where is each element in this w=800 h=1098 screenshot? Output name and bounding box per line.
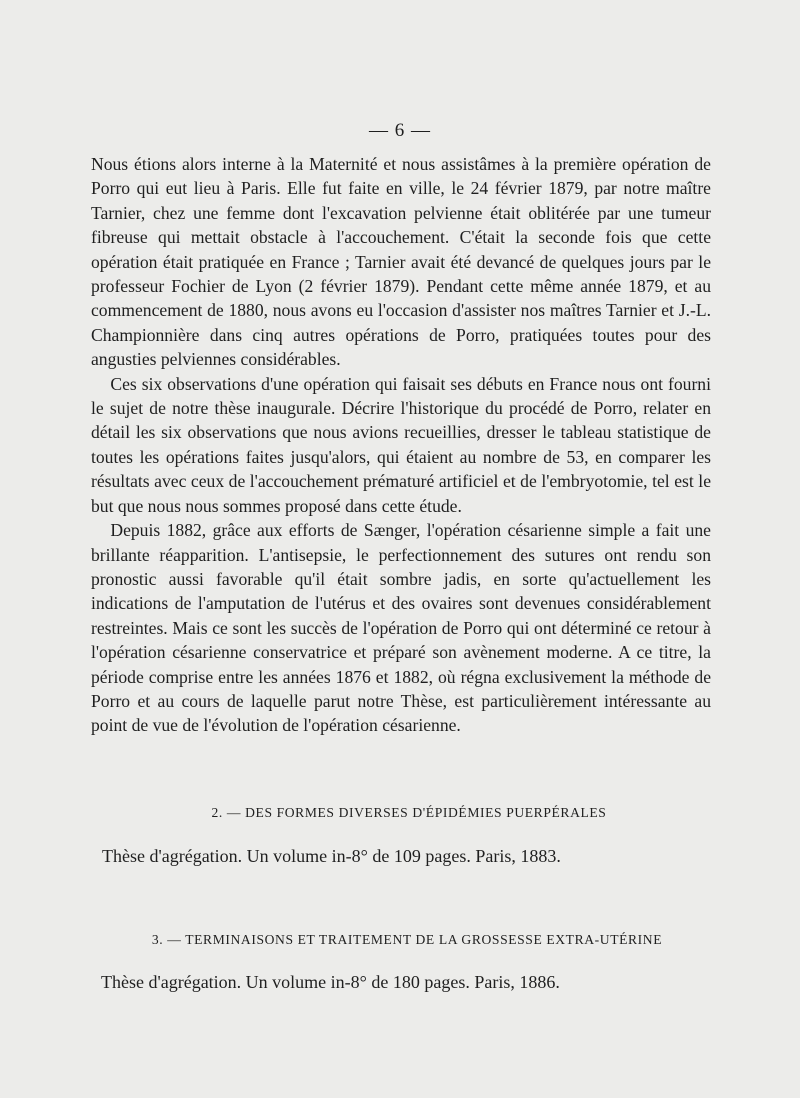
paragraph: Ces six observations d'une opération qui faisait ses débuts en France nous ont fourni le sujet de notre thèse inaugurale. Décrire l'historique du procédé de Porro, relater en détail les six observations que nous avions recueillies, dresser le tableau statistique de toutes les opérations faites jusqu'alors, qui étaient au nombre de 53, en comparer les résultats avec ceux de l'accouchement prématuré artificiel et de l'embryotomie, tel est le but que nous nous sommes proposé dans cette étude. [91,373,711,516]
section-heading: 2. — DES FORMES DIVERSES D'ÉPIDÉMIES PUERPÉRALES [211,805,607,820]
page-number: — 6 — [369,120,431,141]
paragraph: Nous étions alors interne à la Maternité et nous assistâmes à la première opération de Porro qui eut lieu à Paris. Elle fut faite en ville, le 24 février 1879, par notre maître Tarnier, chez une femme dont l'excavation pelvienne était oblitérée par une tumeur fibreuse qui mettait obstacle à l'accouchement. C'était la seconde fois que cette opération était pratiquée en France ; Tarnier avait été devancé de quelques jours par le professeur Fochier de Lyon (2 février 1879). Pendant cette même année 1879, et au commencement de 1880, nous avons eu l'occasion d'assister nos maîtres Tarnier et J.-L. Championnière dans cinq autres opérations de Porro, pratiquées toutes pour des angusties pelviennes considérables. [91,154,711,370]
paragraph: Depuis 1882, grâce aux efforts de Sænger, l'opération césarienne simple a fait une brillante réapparition. L'antisepsie, le perfectionnement des sutures ont rendu son pronostic aussi favorable qu'il était sombre jadis, en sorte qu'actuellement les indications de l'amputation de l'utérus et des ovaires sont devenues considérablement restreintes. Mais ce sont les succès de l'opération de Porro qui ont déterminé ce retour à l'opération césarienne conservatrice et préparé son avènement moderne. A ce titre, la période comprise entre les années 1876 et 1882, où régna exclusivement la méthode de Porro et au cours de laquelle parut notre Thèse, est particulièrement intéressante au point de vue de l'évolution de l'opération césarienne. [91,520,711,736]
section-detail: Thèse d'agrégation. Un volume in-8° de 109 pages. Paris, 1883. [102,846,561,866]
body-text [91,152,711,738]
section-heading: 3. — TERMINAISONS ET TRAITEMENT DE LA GROSSESSE EXTRA-UTÉRINE [151,932,663,947]
section-detail: Thèse d'agrégation. Un volume in-8° de 180 pages. Paris, 1886. [101,972,560,992]
